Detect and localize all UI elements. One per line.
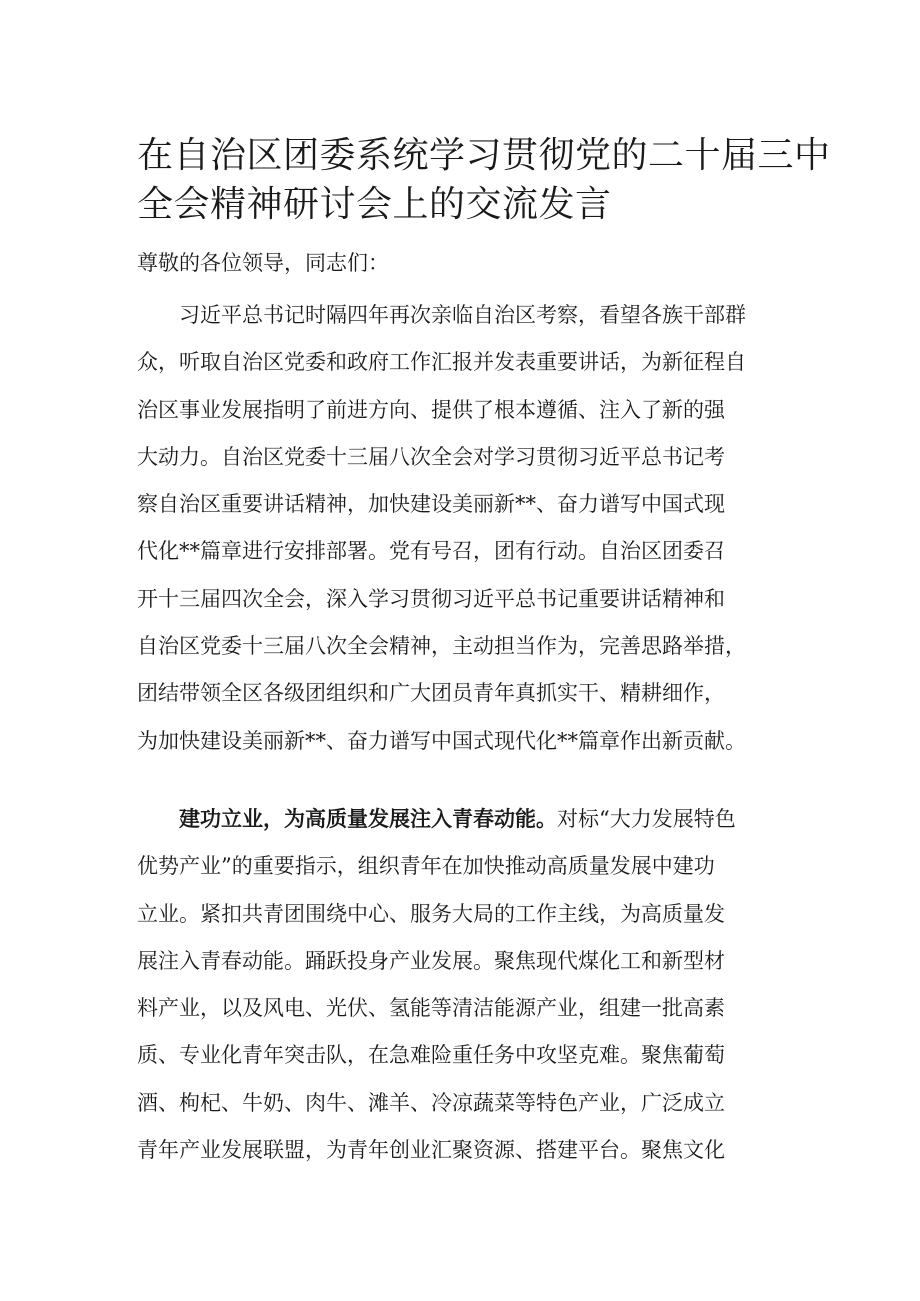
paragraph-line: 酒、枸杞、牛奶、肉牛、滩羊、冷凉蔬菜等特色产业，广泛成立 bbox=[137, 1090, 725, 1115]
paragraph-line bbox=[137, 796, 736, 843]
paragraph-line: 治区事业发展指明了前进方向、提供了根本遵循、注入了新的强 bbox=[137, 397, 725, 422]
paragraph-line: 优势产业”的重要指示，组织青年在加快推动高质量发展中建功 bbox=[137, 854, 715, 879]
paragraph-line: 大动力。自治区党委十三届八次全会对学习贯彻习近平总书记考 bbox=[137, 444, 725, 469]
document-title bbox=[137, 131, 831, 229]
paragraph-line: 开十三届四次全会，深入学习贯彻习近平总书记重要讲话精神和 bbox=[137, 586, 725, 611]
paragraph-line: 代化**篇章进行安排部署。党有号召，团有行动。自治区团委召 bbox=[137, 539, 725, 564]
salutation: 尊敬的各位领导，同志们： bbox=[137, 251, 389, 275]
paragraph-line: 青年产业发展联盟，为青年创业汇聚资源、搭建平台。聚焦文化 bbox=[137, 1138, 725, 1163]
paragraph-line: 习近平总书记时隔四年再次亲临自治区考察，看望各族干部群 bbox=[179, 303, 746, 327]
paragraph-line: 团结带领全区各级团组织和广大团员青年真抓实干、精耕细作， bbox=[137, 681, 725, 706]
paragraph-line: 立业。紧扣共青团围绕中心、服务大局的工作主线，为高质量发 bbox=[137, 901, 725, 926]
paragraph-line: 察自治区重要讲话精神，加快建设美丽新**、奋力谱写中国式现 bbox=[137, 492, 725, 517]
paragraph-section-1 bbox=[137, 796, 736, 1174]
section-heading: 建功立业，为高质量发展注入青春动能。 bbox=[179, 807, 557, 831]
paragraph-line: 质、专业化青年突击队，在急难险重任务中攻坚克难。聚焦葡萄 bbox=[137, 1043, 725, 1068]
paragraph-line: 众，听取自治区党委和政府工作汇报并发表重要讲话，为新征程自 bbox=[137, 350, 746, 375]
paragraph-line: 展注入青春动能。踊跃投身产业发展。聚焦现代煤化工和新型材 bbox=[137, 948, 725, 973]
paragraph-line: 为加快建设美丽新**、奋力谱写中国式现代化**篇章作出新贡献。 bbox=[137, 728, 746, 753]
title-line: 在自治区团委系统学习贯彻党的二十届三中 bbox=[137, 135, 831, 176]
paragraph-line: 自治区党委十三届八次全会精神，主动担当作为，完善思路举措， bbox=[137, 634, 746, 659]
paragraph-line: 料产业，以及风电、光伏、氢能等清洁能源产业，组建一批高素 bbox=[137, 996, 725, 1021]
title-line: 全会精神研讨会上的交流发言 bbox=[137, 184, 612, 225]
paragraph-line-rest: 对标“大力发展特色 bbox=[557, 807, 736, 831]
paragraph-intro bbox=[137, 292, 746, 765]
